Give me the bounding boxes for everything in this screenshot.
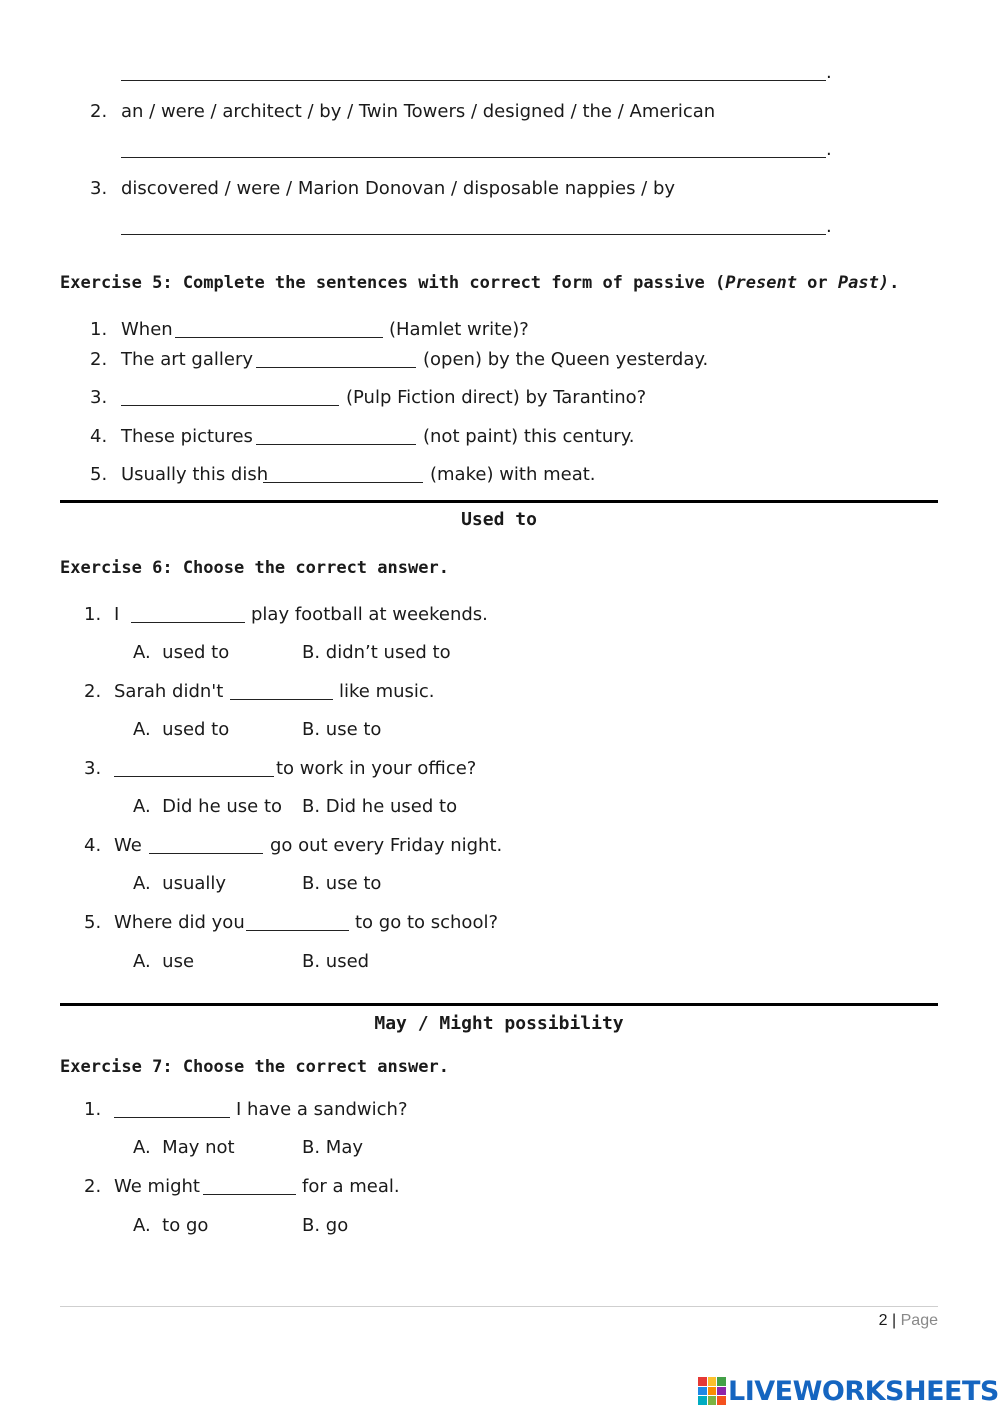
blank[interactable] xyxy=(149,853,263,854)
option-b[interactable]: B. Did he used to xyxy=(302,796,458,817)
item-number: 2. xyxy=(90,349,108,370)
item-number: 5. xyxy=(90,464,108,485)
option-b[interactable]: B. May xyxy=(302,1137,364,1158)
item-number: 1. xyxy=(84,1099,102,1120)
sentence-start: I xyxy=(114,604,120,625)
sentence-start: Sarah didn't xyxy=(114,681,224,702)
answer-line[interactable] xyxy=(121,234,826,235)
sentence-end: (make) with meat. xyxy=(430,464,596,485)
footer-divider xyxy=(60,1306,938,1307)
blank[interactable] xyxy=(246,930,349,931)
option-b[interactable]: B. use to xyxy=(302,873,382,894)
blank[interactable] xyxy=(131,622,245,623)
item-number: 2. xyxy=(90,101,108,122)
page-label: Page xyxy=(900,1312,938,1329)
exercise-6-heading: Exercise 6: Choose the correct answer. xyxy=(60,558,449,578)
sentence-end: to go to school? xyxy=(355,912,499,933)
sentence-end: like music. xyxy=(339,681,435,702)
item-number: 3. xyxy=(90,178,108,199)
sentence-start: These pictures xyxy=(121,426,253,447)
section-divider xyxy=(60,1003,938,1006)
option-b[interactable]: B. use to xyxy=(302,719,382,740)
blank[interactable] xyxy=(121,405,339,406)
section-title-may-might: May / Might possibility xyxy=(374,1013,624,1034)
item-number: 2. xyxy=(84,681,102,702)
item-number: 4. xyxy=(84,835,102,856)
blank[interactable] xyxy=(114,776,274,777)
item-number: 3. xyxy=(84,758,102,779)
section-divider xyxy=(60,500,938,503)
sentence-start: Where did you xyxy=(114,912,245,933)
sentence-end: (not paint) this century. xyxy=(423,426,635,447)
sentence-end: I have a sandwich? xyxy=(236,1099,408,1120)
item-number: 1. xyxy=(84,604,102,625)
blank[interactable] xyxy=(256,367,416,368)
sentence-start: The art gallery xyxy=(121,349,253,370)
blank[interactable] xyxy=(230,699,333,700)
option-a[interactable]: A. May not xyxy=(133,1137,235,1158)
sentence-end: (open) by the Queen yesterday. xyxy=(423,349,709,370)
item-number: 4. xyxy=(90,426,108,447)
answer-line[interactable] xyxy=(121,80,826,81)
scrambled-sentence: discovered / were / Marion Donovan / disposable nappies / by xyxy=(121,178,676,199)
page-footer xyxy=(879,1312,938,1330)
page-number: 2 xyxy=(878,1312,888,1329)
blank[interactable] xyxy=(263,482,423,483)
option-a[interactable]: A. use xyxy=(133,951,195,972)
brand-name: LIVEWORKSHEETS xyxy=(728,1375,999,1407)
sentence-end: play football at weekends. xyxy=(251,604,488,625)
option-b[interactable]: B. didn’t used to xyxy=(302,642,451,663)
option-b[interactable]: B. used xyxy=(302,951,370,972)
item-number: 3. xyxy=(90,387,108,408)
option-a[interactable]: A. usually xyxy=(133,873,227,894)
option-a[interactable]: A. used to xyxy=(133,642,230,663)
section-title-used-to: Used to xyxy=(461,509,537,530)
blank[interactable] xyxy=(256,444,416,445)
footer-separator: | xyxy=(887,1312,901,1329)
blank[interactable] xyxy=(203,1194,296,1195)
sentence-start: Usually this dish xyxy=(121,464,269,485)
period: . xyxy=(826,216,832,237)
sentence-start: We xyxy=(114,835,142,856)
exercise-7-heading: Exercise 7: Choose the correct answer. xyxy=(60,1057,449,1077)
option-b[interactable]: B. go xyxy=(302,1215,349,1236)
period: . xyxy=(826,62,832,83)
sentence-start: When xyxy=(121,319,173,340)
grid-logo-icon xyxy=(698,1377,726,1405)
sentence-end: go out every Friday night. xyxy=(270,835,503,856)
sentence-start: We might xyxy=(114,1176,200,1197)
blank[interactable] xyxy=(175,337,383,338)
option-a[interactable]: A. Did he use to xyxy=(133,796,283,817)
answer-line[interactable] xyxy=(121,157,826,158)
blank[interactable] xyxy=(114,1117,230,1118)
option-a[interactable]: A. to go xyxy=(133,1215,209,1236)
liveworksheets-logo xyxy=(698,1374,999,1408)
sentence-end: to work in your office? xyxy=(276,758,477,779)
scrambled-sentence: an / were / architect / by / Twin Towers / designed / the / American xyxy=(121,101,716,122)
period: . xyxy=(826,139,832,160)
exercise-5-heading: Exercise 5: Complete the sentences with correct form of passive (Present or Past). xyxy=(60,273,900,293)
item-number: 5. xyxy=(84,912,102,933)
item-number: 2. xyxy=(84,1176,102,1197)
option-a[interactable]: A. used to xyxy=(133,719,230,740)
sentence-end: for a meal. xyxy=(302,1176,400,1197)
item-number: 1. xyxy=(90,319,108,340)
sentence-end: (Pulp Fiction direct) by Tarantino? xyxy=(346,387,647,408)
sentence-end: (Hamlet write)? xyxy=(389,319,529,340)
